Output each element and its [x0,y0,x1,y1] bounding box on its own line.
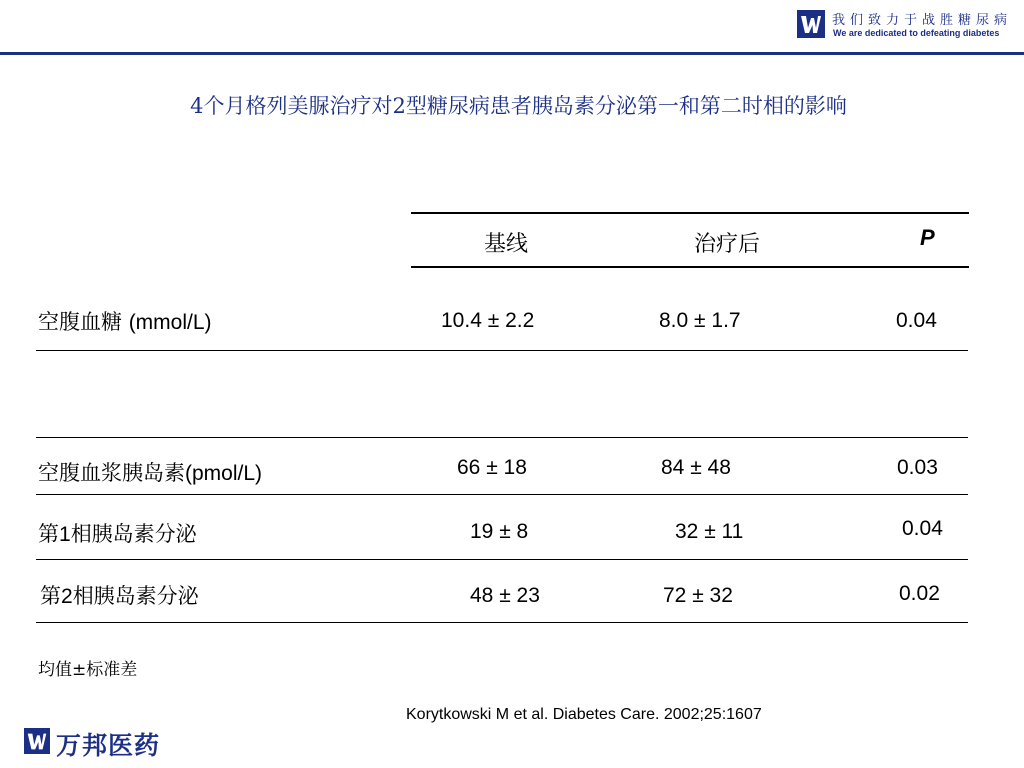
row-label-text: 空腹血糖 [38,310,129,334]
header-divider [0,52,1024,55]
row-label-rest: 相胰岛素分泌 [70,522,197,546]
citation: Korytkowski M et al. Diabetes Care. 2002;25:1607 [406,706,762,723]
cell-baseline: 48 ± 23 [470,584,540,607]
row-label-unit: (pmol/L) [185,462,263,485]
cell-p-value: 0.02 [899,582,940,605]
row-divider [36,437,968,438]
table-header-bottom-rule [411,266,969,268]
row-label-rest: 相胰岛素分泌 [72,584,199,608]
table-header-top-rule [411,212,969,214]
column-header-p-value: P [920,225,935,250]
cell-baseline: 66 ± 18 [457,456,527,479]
cell-after: 84 ± 48 [661,456,731,479]
wanbang-logo-icon [797,10,825,38]
row-divider [36,350,968,351]
cell-after: 72 ± 32 [663,584,733,607]
row-label-fasting-insulin [38,457,262,487]
row-label-text: 空腹血浆胰岛素 [38,461,185,485]
row-label-phase1-secretion [38,518,197,548]
column-header-baseline: 基线 [484,231,529,256]
cell-baseline: 19 ± 8 [470,520,529,543]
row-label-unit: (mmol/L) [128,311,212,334]
slide-title: 4个月格列美脲治疗对2型糖尿病患者胰岛素分泌第一和第二时相的影响 [190,94,847,118]
row-label-fasting-glucose [38,306,212,336]
cell-after: 32 ± 11 [675,520,744,543]
cell-p-value: 0.04 [902,517,943,540]
table-bottom-rule [36,622,968,623]
row-divider [36,559,968,560]
row-label-text: 第 [38,522,59,546]
row-label-text: 第 [40,584,61,608]
cell-p-value: 0.03 [897,456,938,479]
cell-baseline: 10.4 ± 2.2 [441,309,535,332]
wanbang-logo-icon [24,728,50,754]
row-label-phase2-secretion [40,580,199,610]
row-label-number: 2 [61,585,73,608]
cell-p-value: 0.04 [896,309,937,332]
tagline-chinese: 我们致力于战胜糖尿病 [832,12,1013,27]
tagline-english: We are dedicated to defeating diabetes [833,28,1000,38]
row-label-number: 1 [59,523,71,546]
row-divider [36,494,968,495]
brand-name: 万邦医药 [56,732,161,760]
footnote-mean-sd: 均值±标准差 [38,660,138,680]
column-header-after-treatment: 治疗后 [694,231,761,256]
cell-after: 8.0 ± 1.7 [659,309,741,332]
